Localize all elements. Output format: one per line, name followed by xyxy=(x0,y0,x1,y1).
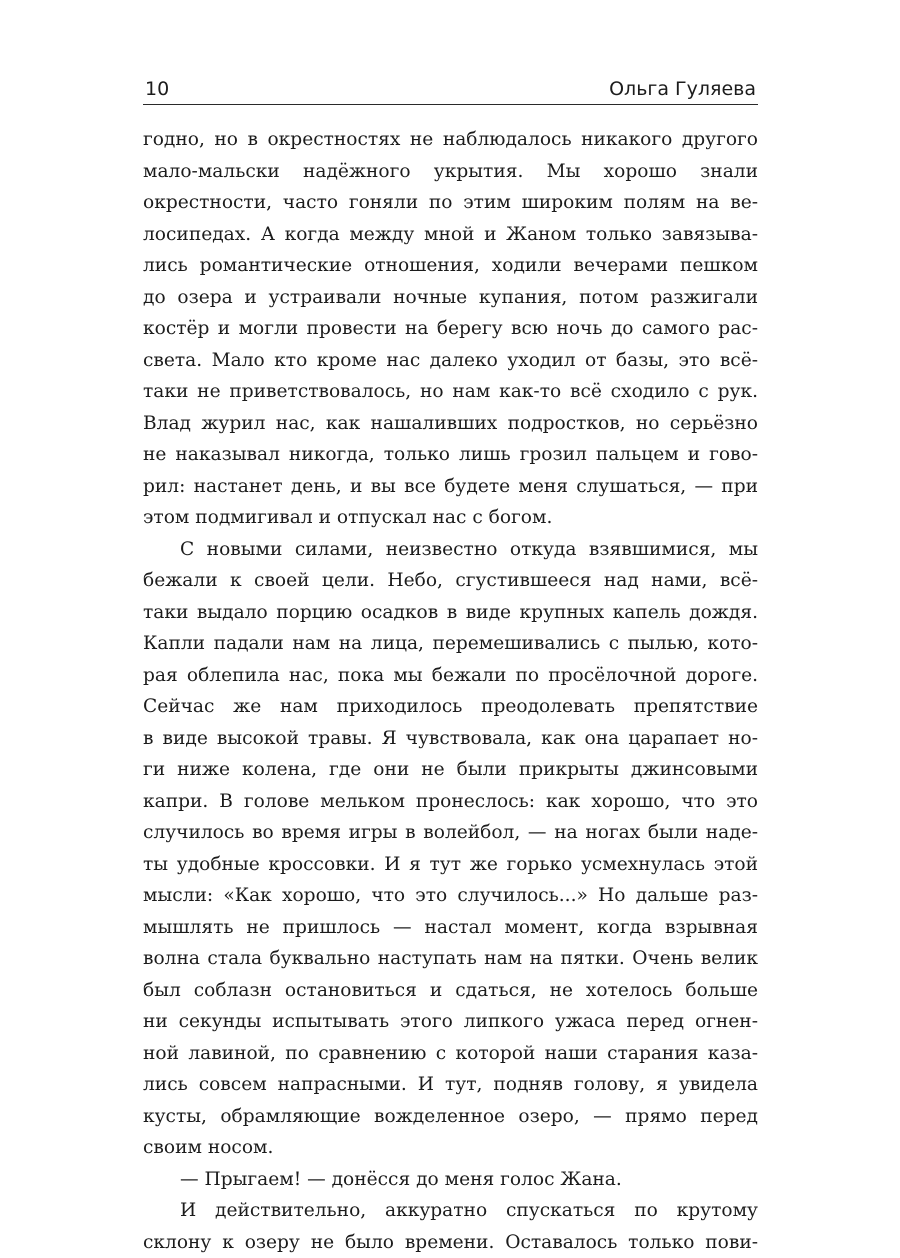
text-line: окрестности, часто гоняли по этим широким полям на ве- xyxy=(143,187,758,219)
page-number: 10 xyxy=(145,74,169,104)
text-line: склону к озеру не было времени. Оставалось только пови- xyxy=(143,1227,758,1258)
paragraph-first-line: И действительно, аккуратно спускаться по крутому xyxy=(143,1195,758,1227)
text-line: Сейчас же нам приходилось преодолевать препятствие xyxy=(143,691,758,723)
running-header xyxy=(143,74,758,105)
text-line: рил: настанет день, и вы все будете меня слушаться, — при xyxy=(143,471,758,503)
text-line: таки выдало порцию осадков в виде крупных капель дождя. xyxy=(143,597,758,629)
text-line: ни секунды испытывать этого липкого ужаса перед огнен- xyxy=(143,1006,758,1038)
text-line: волна стала буквально наступать нам на пятки. Очень велик xyxy=(143,943,758,975)
text-line: годно, но в окрестностях не наблюдалось никакого другого xyxy=(143,124,758,156)
dialogue-line: — Прыгаем! — донёсся до меня голос Жана. xyxy=(143,1164,758,1196)
text-line: мысли: «Как хорошо, что это случилось...» Но дальше раз- xyxy=(143,880,758,912)
text-line: мышлять не пришлось — настал момент, когда взрывная xyxy=(143,912,758,944)
text-line: был соблазн остановиться и сдаться, не хотелось больше xyxy=(143,975,758,1007)
text-line: в виде высокой травы. Я чувствовала, как она царапает но- xyxy=(143,723,758,755)
text-line: ной лавиной, по сравнению с которой наши старания каза- xyxy=(143,1038,758,1070)
text-line: ги ниже колена, где они не были прикрыты джинсовыми xyxy=(143,754,758,786)
text-line: ты удобные кроссовки. И я тут же горько усмехнулась этой xyxy=(143,849,758,881)
author-name: Ольга Гуляева xyxy=(609,74,756,104)
text-line: лосипедах. А когда между мной и Жаном только завязыва- xyxy=(143,219,758,251)
paragraph-last-line: этом подмигивал и отпускал нас с богом. xyxy=(143,502,758,534)
text-line: до озера и устраивали ночные купания, потом разжигали xyxy=(143,282,758,314)
text-line: капри. В голове мельком пронеслось: как хорошо, что это xyxy=(143,786,758,818)
text-line: не наказывал никогда, только лишь грозил пальцем и гово- xyxy=(143,439,758,471)
text-line: Влад журил нас, как нашаливших подростков, но серьёзно xyxy=(143,408,758,440)
text-line: бежали к своей цели. Небо, сгустившееся над нами, всё- xyxy=(143,565,758,597)
text-line: света. Мало кто кроме нас далеко уходил от базы, это всё- xyxy=(143,345,758,377)
text-line: лись романтические отношения, ходили вечерами пешком xyxy=(143,250,758,282)
text-line: случилось во время игры в волейбол, — на ногах были наде- xyxy=(143,817,758,849)
text-line: костёр и могли провести на берегу всю ночь до самого рас- xyxy=(143,313,758,345)
text-line: Капли падали нам на лица, перемешивались с пылью, кото- xyxy=(143,628,758,660)
text-line: кусты, обрамляющие вожделенное озеро, — прямо перед xyxy=(143,1101,758,1133)
text-line: рая облепила нас, пока мы бежали по просёлочной дороге. xyxy=(143,660,758,692)
paragraph-last-line: своим носом. xyxy=(143,1132,758,1164)
text-line: таки не приветствовалось, но нам как-то всё сходило с рук. xyxy=(143,376,758,408)
text-line: мало-мальски надёжного укрытия. Мы хорошо знали xyxy=(143,156,758,188)
body-text xyxy=(143,124,758,1258)
text-line: лись совсем напрасными. И тут, подняв голову, я увидела xyxy=(143,1069,758,1101)
paragraph-first-line: С новыми силами, неизвестно откуда взявшимися, мы xyxy=(143,534,758,566)
